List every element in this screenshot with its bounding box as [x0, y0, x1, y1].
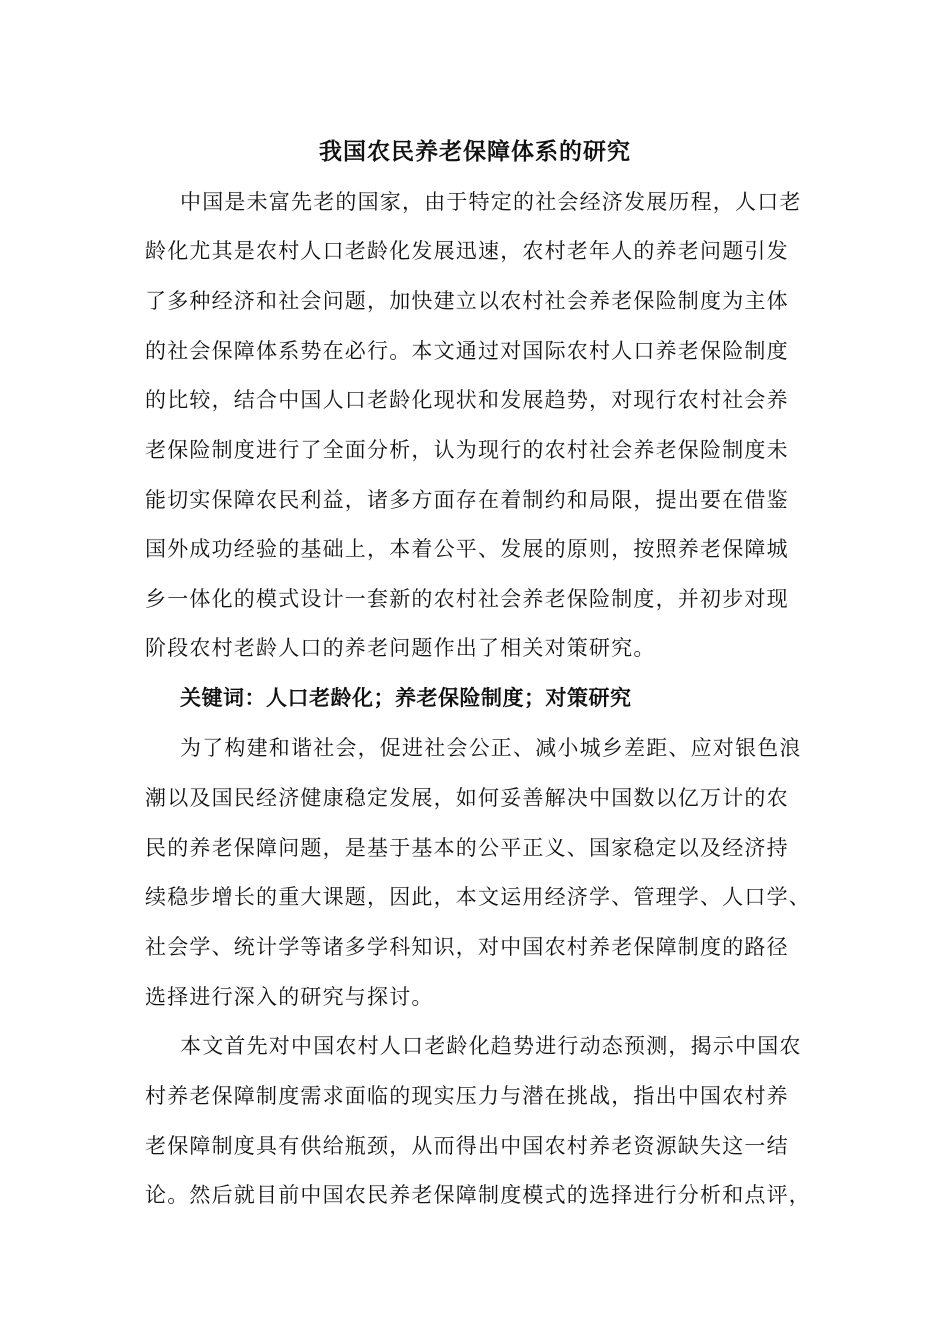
paragraph-line: 民的养老保障问题，是基于基本的公平正义、国家稳定以及经济持	[145, 836, 789, 860]
document-title: 我国农民养老保障体系的研究	[319, 138, 631, 165]
paragraph-line: 乡一体化的模式设计一套新的农村社会养老保险制度，并初步对现	[145, 587, 789, 611]
paragraph-line: 阶段农村老龄人口的养老问题作出了相关对策研究。	[145, 636, 656, 660]
paragraph-line: 老保险制度进行了全面分析，认为现行的农村社会养老保险制度未	[145, 438, 789, 462]
paragraph-line: 老保障制度具有供给瓶颈，从而得出中国农村养老资源缺失这一结	[145, 1134, 789, 1158]
paragraph-line: 龄化尤其是农村人口老龄化发展迅速，农村老年人的养老问题引发	[145, 239, 789, 263]
paragraph-line: 中国是未富先老的国家，由于特定的社会经济发展历程，人口老	[180, 190, 802, 214]
paragraph-line: 本文首先对中国农村人口老龄化趋势进行动态预测，揭示中国农	[180, 1034, 802, 1058]
paragraph-line: 的比较，结合中国人口老龄化现状和发展趋势，对现行农村社会养	[145, 388, 789, 412]
paragraph-line: 国外成功经验的基础上，本着公平、发展的原则，按照养老保障城	[145, 537, 789, 561]
paragraph-line: 了多种经济和社会问题，加快建立以农村社会养老保险制度为主体	[145, 289, 789, 313]
paragraph-line: 社会学、统计学等诸多学科知识，对中国农村养老保障制度的路径	[145, 935, 789, 959]
keywords-line: 关键词：人口老龄化；养老保险制度；对策研究	[180, 685, 632, 710]
paragraph-line: 能切实保障农民利益，诸多方面存在着制约和局限，提出要在借鉴	[145, 488, 789, 512]
paragraph-line: 村养老保障制度需求面临的现实压力与潜在挑战，指出中国农村养	[145, 1084, 789, 1108]
paragraph-line: 续稳步增长的重大课题，因此，本文运用经济学、管理学、人口学、	[145, 885, 811, 909]
paragraph-line: 论。然后就目前中国农民养老保障制度模式的选择进行分析和点评，	[145, 1183, 811, 1207]
paragraph-line: 为了构建和谐社会，促进社会公正、减小城乡差距、应对银色浪	[180, 736, 802, 760]
paragraph-line: 的社会保障体系势在必行。本文通过对国际农村人口养老保险制度	[145, 339, 789, 363]
paragraph-line: 选择进行深入的研究与探讨。	[145, 985, 434, 1009]
paragraph-line: 潮以及国民经济健康稳定发展，如何妥善解决中国数以亿万计的农	[145, 786, 789, 810]
